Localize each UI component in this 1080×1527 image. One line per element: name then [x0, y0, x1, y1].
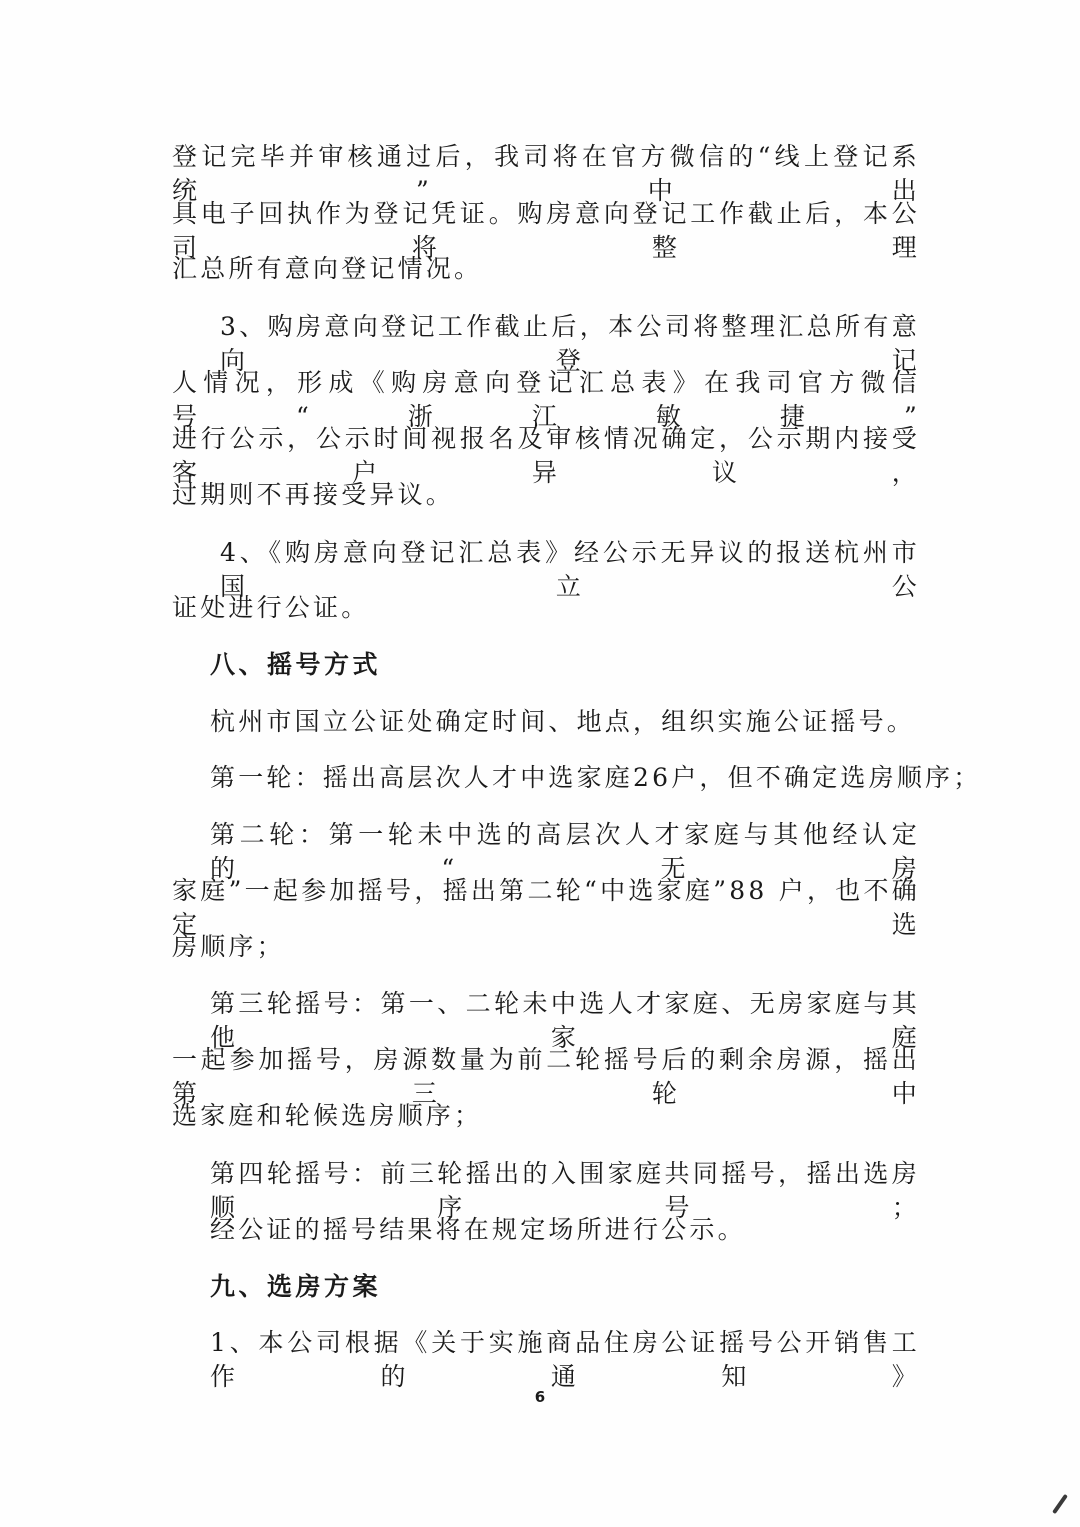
paragraph-line: 具电子回执作为登记凭证。购房意向登记工作截止后，本公司将整理 [172, 199, 920, 262]
paragraph-line: 进行公示，公示时间视报名及审核情况确定，公示期内接受客户异议， [172, 424, 920, 487]
paragraph-line: 1、本公司根据《关于实施商品住房公证摇号公开销售工作的通知》 [210, 1328, 920, 1391]
paragraph-line: 证处进行公证。 [172, 593, 370, 622]
paragraph-line: 经公证的摇号结果将在规定场所进行公示。 [210, 1215, 746, 1244]
paragraph-line: 汇总所有意向登记情况。 [172, 254, 483, 283]
paragraph-line: 人情况，形成《购房意向登记汇总表》在我司官方微信号“浙江敏捷” [172, 368, 920, 431]
paragraph-line: 第四轮摇号：前三轮摇出的入围家庭共同摇号，摇出选房顺序号； [210, 1159, 920, 1222]
paragraph-line: 家庭”一起参加摇号，摇出第二轮“中选家庭”88 户，也不确定选 [172, 876, 920, 939]
paragraph-line: 第一轮：摇出高层次人才中选家庭26户，但不确定选房顺序； [210, 763, 982, 792]
scan-mark [1052, 1494, 1068, 1514]
paragraph-line: 房顺序； [172, 932, 285, 961]
page-number: 6 [534, 1388, 546, 1406]
section-heading: 八、摇号方式 [210, 650, 382, 679]
paragraph-line: 杭州市国立公证处确定时间、地点，组织实施公证摇号。 [210, 707, 916, 736]
paragraph-line: 第三轮摇号：第一、二轮未中选人才家庭、无房家庭与其他家庭 [210, 989, 920, 1052]
paragraph-line: 过期则不再接受异议。 [172, 480, 455, 509]
paragraph-line: 登记完毕并审核通过后，我司将在官方微信的“线上登记系统”中出 [172, 142, 920, 205]
paragraph-line: 选家庭和轮候选房顺序； [172, 1101, 483, 1130]
paragraph-line: 一起参加摇号，房源数量为前二轮摇号后的剩余房源，摇出第三轮中 [172, 1045, 920, 1108]
section-heading: 九、选房方案 [210, 1272, 382, 1301]
paragraph-line: 3、购房意向登记工作截止后，本公司将整理汇总所有意向登记 [220, 312, 920, 375]
paragraph-line: 第二轮：第一轮未中选的高层次人才家庭与其他经认定的“无房 [210, 820, 920, 883]
paragraph-line: 4、《购房意向登记汇总表》经公示无异议的报送杭州市国立公 [220, 538, 920, 601]
